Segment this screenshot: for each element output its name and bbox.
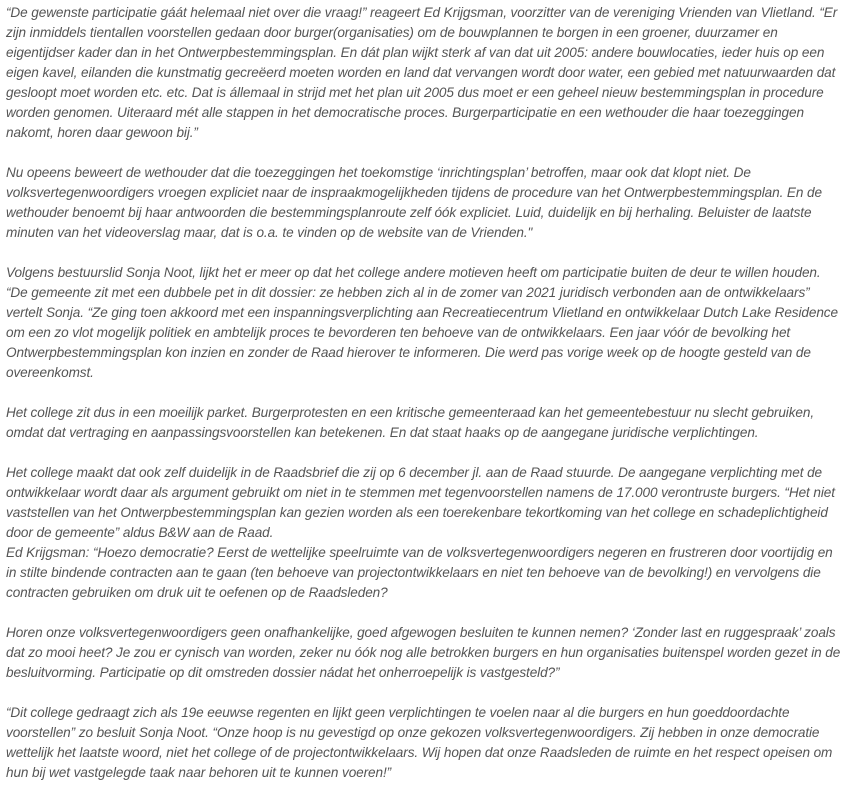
paragraph-krijgsman-democratie: Ed Krijgsman: “Hoezo democratie? Eerst de wettelijke speelruimte van de volksvertegenwoordigers negeren en frustreren door voortijdig en in stilte bindende contracten aan te gaan (ten behoeve van projectontwikkelaars en niet ten behoeve van de bevolking!) en vervolgens die contracten gebruiken om druk uit te oefenen op de Raadsleden? [6,545,833,600]
paragraph-noot-motives: Volgens bestuurslid Sonja Noot, lijkt het er meer op dat het college andere motieven heeft om participatie buiten de deur te willen houden. “De gemeente zit met een dubbele pet in dit dossier: ze hebben zich al in de zomer van 2021 juridisch verbonden aan de ontwikkelaars” vertelt Sonja. “Ze ging toen akkoord met een inspanningsverplichting aan Recreatiecentrum Vlietland en ontwikkelaar Dutch Lake Residence om een zo vlot mogelijk politiek en ambtelijk proces te bevorderen ten behoeve van de ontwikkelaars. Een jaar vóór de bevolking het Ontwerpbestemmingsplan kon inzien en zonder de Raad hierover te informeren. Die werd pas vorige week op de hoogte gesteld van de overeenkomst. [6,265,838,380]
paragraph-noot-conclusion: “Dit college gedraagt zich als 19e eeuwse regenten en lijkt geen verplichtingen te voelen naar al die burgers en hun goeddoordachte voorstellen” zo besluit Sonja Noot. “Onze hoop is nu gevestigd op onze gekozen volksvertegenwoordigers. Zij hebben in onze democratie wettelijk het laatste woord, niet het college of de projectontwikkelaars. Wij hopen dat onze Raadsleden de ruimte en het respect opeisen om hun bij wet vastgelegde taak naar behoren uit te kunnen voeren!” [6,705,833,780]
paragraph-volksvertegenwoordigers: Horen onze volksvertegenwoordigers geen onafhankelijke, goed afgewogen besluiten te kunnen nemen? ‘Zonder last en ruggespraak’ zoals dat zo mooi heet? Je zou er cynisch van worden, zeker nu óók nog alle betrokken burgers en hun organisaties buitenspel worden gezet in de besluitvorming. Participatie op dit omstreden dossier nádat het onherroepelijk is vastgesteld?” [6,625,841,680]
paragraph-krijgsman-reaction: “De gewenste participatie gáát helemaal niet over die vraag!” reageert Ed Krijgsman, voorzitter van de vereniging Vrienden van Vlietland. “Er zijn inmiddels tientallen voorstellen gedaan door burger(organisaties) om de bouwplannen te borgen in een groener, duurzamer en eigentijdser kader dan in het Ontwerpbestemmingsplan. En dát plan wijkt sterk af van dat uit 2005: andere bouwlocaties, ieder huis op een eigen kavel, eilanden die kunstmatig gecreëerd moeten worden en land dat vervangen wordt door water, een gebied met natuurwaarden dat gesloopt moet worden etc. etc. Dat is állemaal in strijd met het plan uit 2005 dus moet er een geheel nieuw bestemmingsplan in procedure worden genomen. Uiteraard mét alle stappen in het democratische proces. Burgerparticipatie en een wethouder die haar toezeggingen nakomt, horen daar gewoon bij.” [6,5,838,140]
paragraph-wethouder-claim: Nu opeens beweert de wethouder dat die toezeggingen het toekomstige ‘inrichtingsplan’ betroffen, maar ook dat klopt niet. De volksvertegenwoordigers vroegen expliciet naar de inspraakmogelijkheden tijdens de procedure van het Ontwerpbestemmingsplan. En de wethouder benoemt bij haar antwoorden die bestemmingsplanroute zelf óók expliciet. Luid, duidelijk en bij herhaling. Beluister de laatste minuten van het videoverslag maar, dat is o.a. te vinden op de website van de Vrienden." [6,165,822,240]
paragraph-college-parket: Het college zit dus in een moeilijk parket. Burgerprotesten en een kritische gemeenteraad kan het gemeentebestuur nu slecht gebruiken, omdat dat vertraging en aanpassingsvoorstellen kan betekenen. En dat staat haaks op de aangegane juridische verplichtingen. [6,405,815,440]
paragraph-raadsbrief: Het college maakt dat ook zelf duidelijk in de Raadsbrief die zij op 6 december jl. aan de Raad stuurde. De aangegane verplichting met de ontwikkelaar wordt daar als argument gebruikt om niet in te stemmen met tegenvoorstellen namens de 17.000 verontruste burgers. “Het niet vaststellen van het Ontwerpbestemmingsplan kan gezien worden als een toerekenbare tekortkoming van het college en schadeplichtigheid door de gemeente” aldus B&W aan de Raad. [6,465,835,540]
